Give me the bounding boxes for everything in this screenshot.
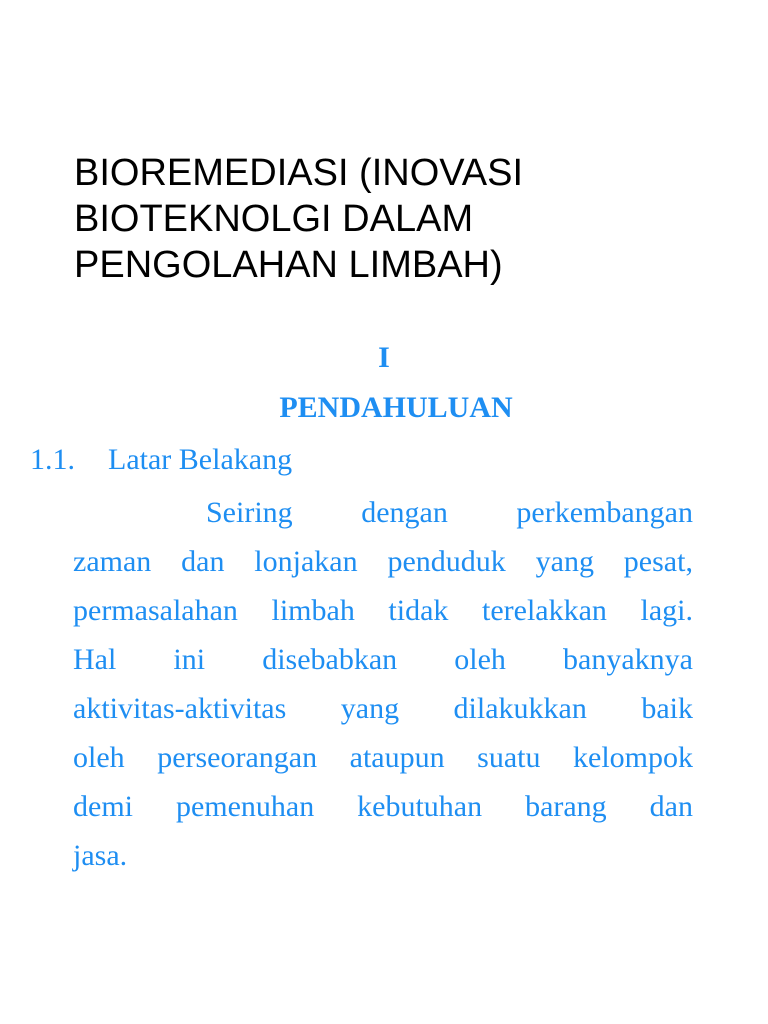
- paragraph-word: oleh: [454, 643, 506, 676]
- body-paragraph: [73, 488, 693, 880]
- section-title: Latar Belakang: [108, 443, 293, 476]
- paragraph-word: ataupun: [349, 741, 445, 774]
- document-title-line: BIOTEKNOLGI DALAM: [74, 198, 474, 240]
- paragraph-word: tidak: [388, 594, 449, 627]
- paragraph-word: baik: [641, 692, 693, 725]
- paragraph-word: penduduk: [387, 545, 506, 578]
- paragraph-word: lonjakan: [254, 545, 358, 578]
- chapter-title: PENDAHULUAN: [279, 391, 513, 424]
- paragraph-word: pemenuhan: [175, 790, 315, 823]
- paragraph-word: Seiring: [206, 496, 293, 529]
- paragraph-line: [73, 782, 693, 831]
- paragraph-word: jasa.: [73, 839, 128, 872]
- document-title: [74, 150, 714, 288]
- paragraph-word: perseorangan: [157, 741, 318, 774]
- paragraph-word: aktivitas-aktivitas: [73, 692, 287, 725]
- paragraph-line: [73, 635, 693, 684]
- paragraph-line: [73, 684, 693, 733]
- paragraph-word: yang: [535, 545, 594, 578]
- paragraph-word: suatu: [477, 741, 541, 774]
- paragraph-word: yang: [340, 692, 400, 725]
- paragraph-word: zaman: [73, 545, 152, 578]
- paragraph-word: kelompok: [573, 741, 693, 774]
- paragraph-word: banyaknya: [563, 643, 693, 676]
- document-title-line: BIOREMEDIASI (INOVASI: [74, 152, 524, 194]
- paragraph-word: Hal: [73, 643, 117, 676]
- paragraph-word: dilakukkan: [453, 692, 587, 725]
- paragraph-word: disebabkan: [262, 643, 398, 676]
- paragraph-word: dengan: [361, 496, 448, 529]
- paragraph-line: [73, 733, 693, 782]
- paragraph-word: permasalahan: [73, 594, 238, 627]
- section-number: 1.1.: [30, 443, 75, 476]
- paragraph-word: kebutuhan: [357, 790, 483, 823]
- paragraph-word: ini: [173, 643, 206, 676]
- document-title-line: PENGOLAHAN LIMBAH): [74, 244, 503, 286]
- chapter-number: I: [378, 341, 390, 374]
- paragraph-line: [73, 586, 693, 635]
- paragraph-line: [73, 831, 693, 880]
- paragraph-word: terelakkan: [481, 594, 607, 627]
- paragraph-word: lagi.: [640, 594, 693, 627]
- paragraph-word: dan: [649, 790, 693, 823]
- paragraph-word: pesat,: [623, 545, 693, 578]
- paragraph-line: [73, 488, 693, 537]
- paragraph-word: dan: [181, 545, 225, 578]
- paragraph-word: demi: [73, 790, 133, 823]
- paragraph-line: [73, 537, 693, 586]
- paragraph-word: limbah: [271, 594, 355, 627]
- paragraph-word: barang: [525, 790, 607, 823]
- paragraph-word: perkembangan: [516, 496, 693, 529]
- paragraph-word: oleh: [73, 741, 125, 774]
- section-heading: [30, 440, 292, 480]
